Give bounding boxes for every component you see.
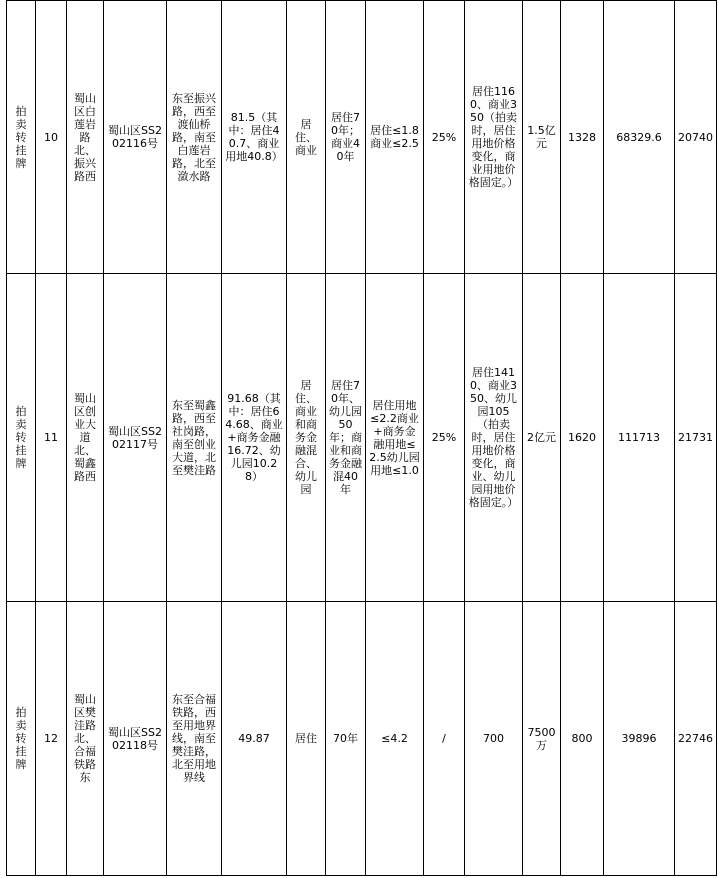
parcel-number-cell: 蜀山区SS202117号 — [104, 274, 167, 602]
area-cell: 91.68（其中：居住64.68、商业+商务金融16.72、幼儿园10.28） — [222, 274, 287, 602]
value-a-cell: 68329.6 — [604, 1, 675, 274]
land-use-cell: 居住 — [287, 602, 326, 876]
location-cell: 蜀山区樊洼路北、合福铁路东 — [67, 602, 104, 876]
building-area-cell: 1620 — [561, 274, 604, 602]
boundaries-cell: 东至振兴路，西至渡仙桥路，南至白莲岩路，北至潋水路 — [167, 1, 222, 274]
transfer-method-cell: 拍卖转挂牌 — [7, 1, 36, 274]
serial-number-cell: 12 — [36, 602, 67, 876]
area-cell: 49.87 — [222, 602, 287, 876]
starting-price-cell: 居住1160、商业350（拍卖时，居住用地价格变化，商业用地价格固定。） — [465, 1, 523, 274]
value-a-cell: 39896 — [604, 602, 675, 876]
transfer-method-cell: 拍卖转挂牌 — [7, 274, 36, 602]
deposit-cell: 7500万 — [523, 602, 561, 876]
table-row — [7, 602, 717, 876]
term-cell: 居住70年、幼儿园50年；商业和商务金融混40年 — [326, 274, 366, 602]
value-b-cell: 20740 — [675, 1, 717, 274]
deposit-cell: 2亿元 — [523, 274, 561, 602]
green-rate-cell: 25% — [424, 1, 465, 274]
starting-price-cell: 700 — [465, 602, 523, 876]
area-cell: 81.5（其中：居住40.7、商业用地40.8） — [222, 1, 287, 274]
term-cell: 居住70年；商业40年 — [326, 1, 366, 274]
land-use-cell: 居住、商业和商务金融混合、幼儿园 — [287, 274, 326, 602]
plot-ratio-cell: 居住≤1.8商业≤2.5 — [366, 1, 424, 274]
parcel-number-cell: 蜀山区SS202118号 — [104, 602, 167, 876]
building-area-cell: 800 — [561, 602, 604, 876]
value-b-cell: 22746 — [675, 602, 717, 876]
land-auction-table — [6, 0, 717, 876]
location-cell: 蜀山区创业大道北、蜀鑫路西 — [67, 274, 104, 602]
table-row — [7, 1, 717, 274]
starting-price-cell: 居住1410、商业350、幼儿园105（拍卖时，居住用地价格变化，商业、幼儿园用地价格固定。） — [465, 274, 523, 602]
value-b-cell: 21731 — [675, 274, 717, 602]
value-a-cell: 111713 — [604, 274, 675, 602]
deposit-cell: 1.5亿元 — [523, 1, 561, 274]
location-cell: 蜀山区白莲岩路北、振兴路西 — [67, 1, 104, 274]
transfer-method-cell: 拍卖转挂牌 — [7, 602, 36, 876]
boundaries-cell: 东至合福铁路，西至用地界线，南至樊洼路，北至用地界线 — [167, 602, 222, 876]
plot-ratio-cell: ≤4.2 — [366, 602, 424, 876]
boundaries-cell: 东至蜀鑫路，西至社岗路，南至创业大道，北至樊洼路 — [167, 274, 222, 602]
land-use-cell: 居住、商业 — [287, 1, 326, 274]
table-row — [7, 274, 717, 602]
term-cell: 70年 — [326, 602, 366, 876]
green-rate-cell: / — [424, 602, 465, 876]
serial-number-cell: 10 — [36, 1, 67, 274]
serial-number-cell: 11 — [36, 274, 67, 602]
plot-ratio-cell: 居住用地≤2.2商业+商务金融用地≤2.5幼儿园用地≤1.0 — [366, 274, 424, 602]
building-area-cell: 1328 — [561, 1, 604, 274]
parcel-number-cell: 蜀山区SS202116号 — [104, 1, 167, 274]
green-rate-cell: 25% — [424, 274, 465, 602]
